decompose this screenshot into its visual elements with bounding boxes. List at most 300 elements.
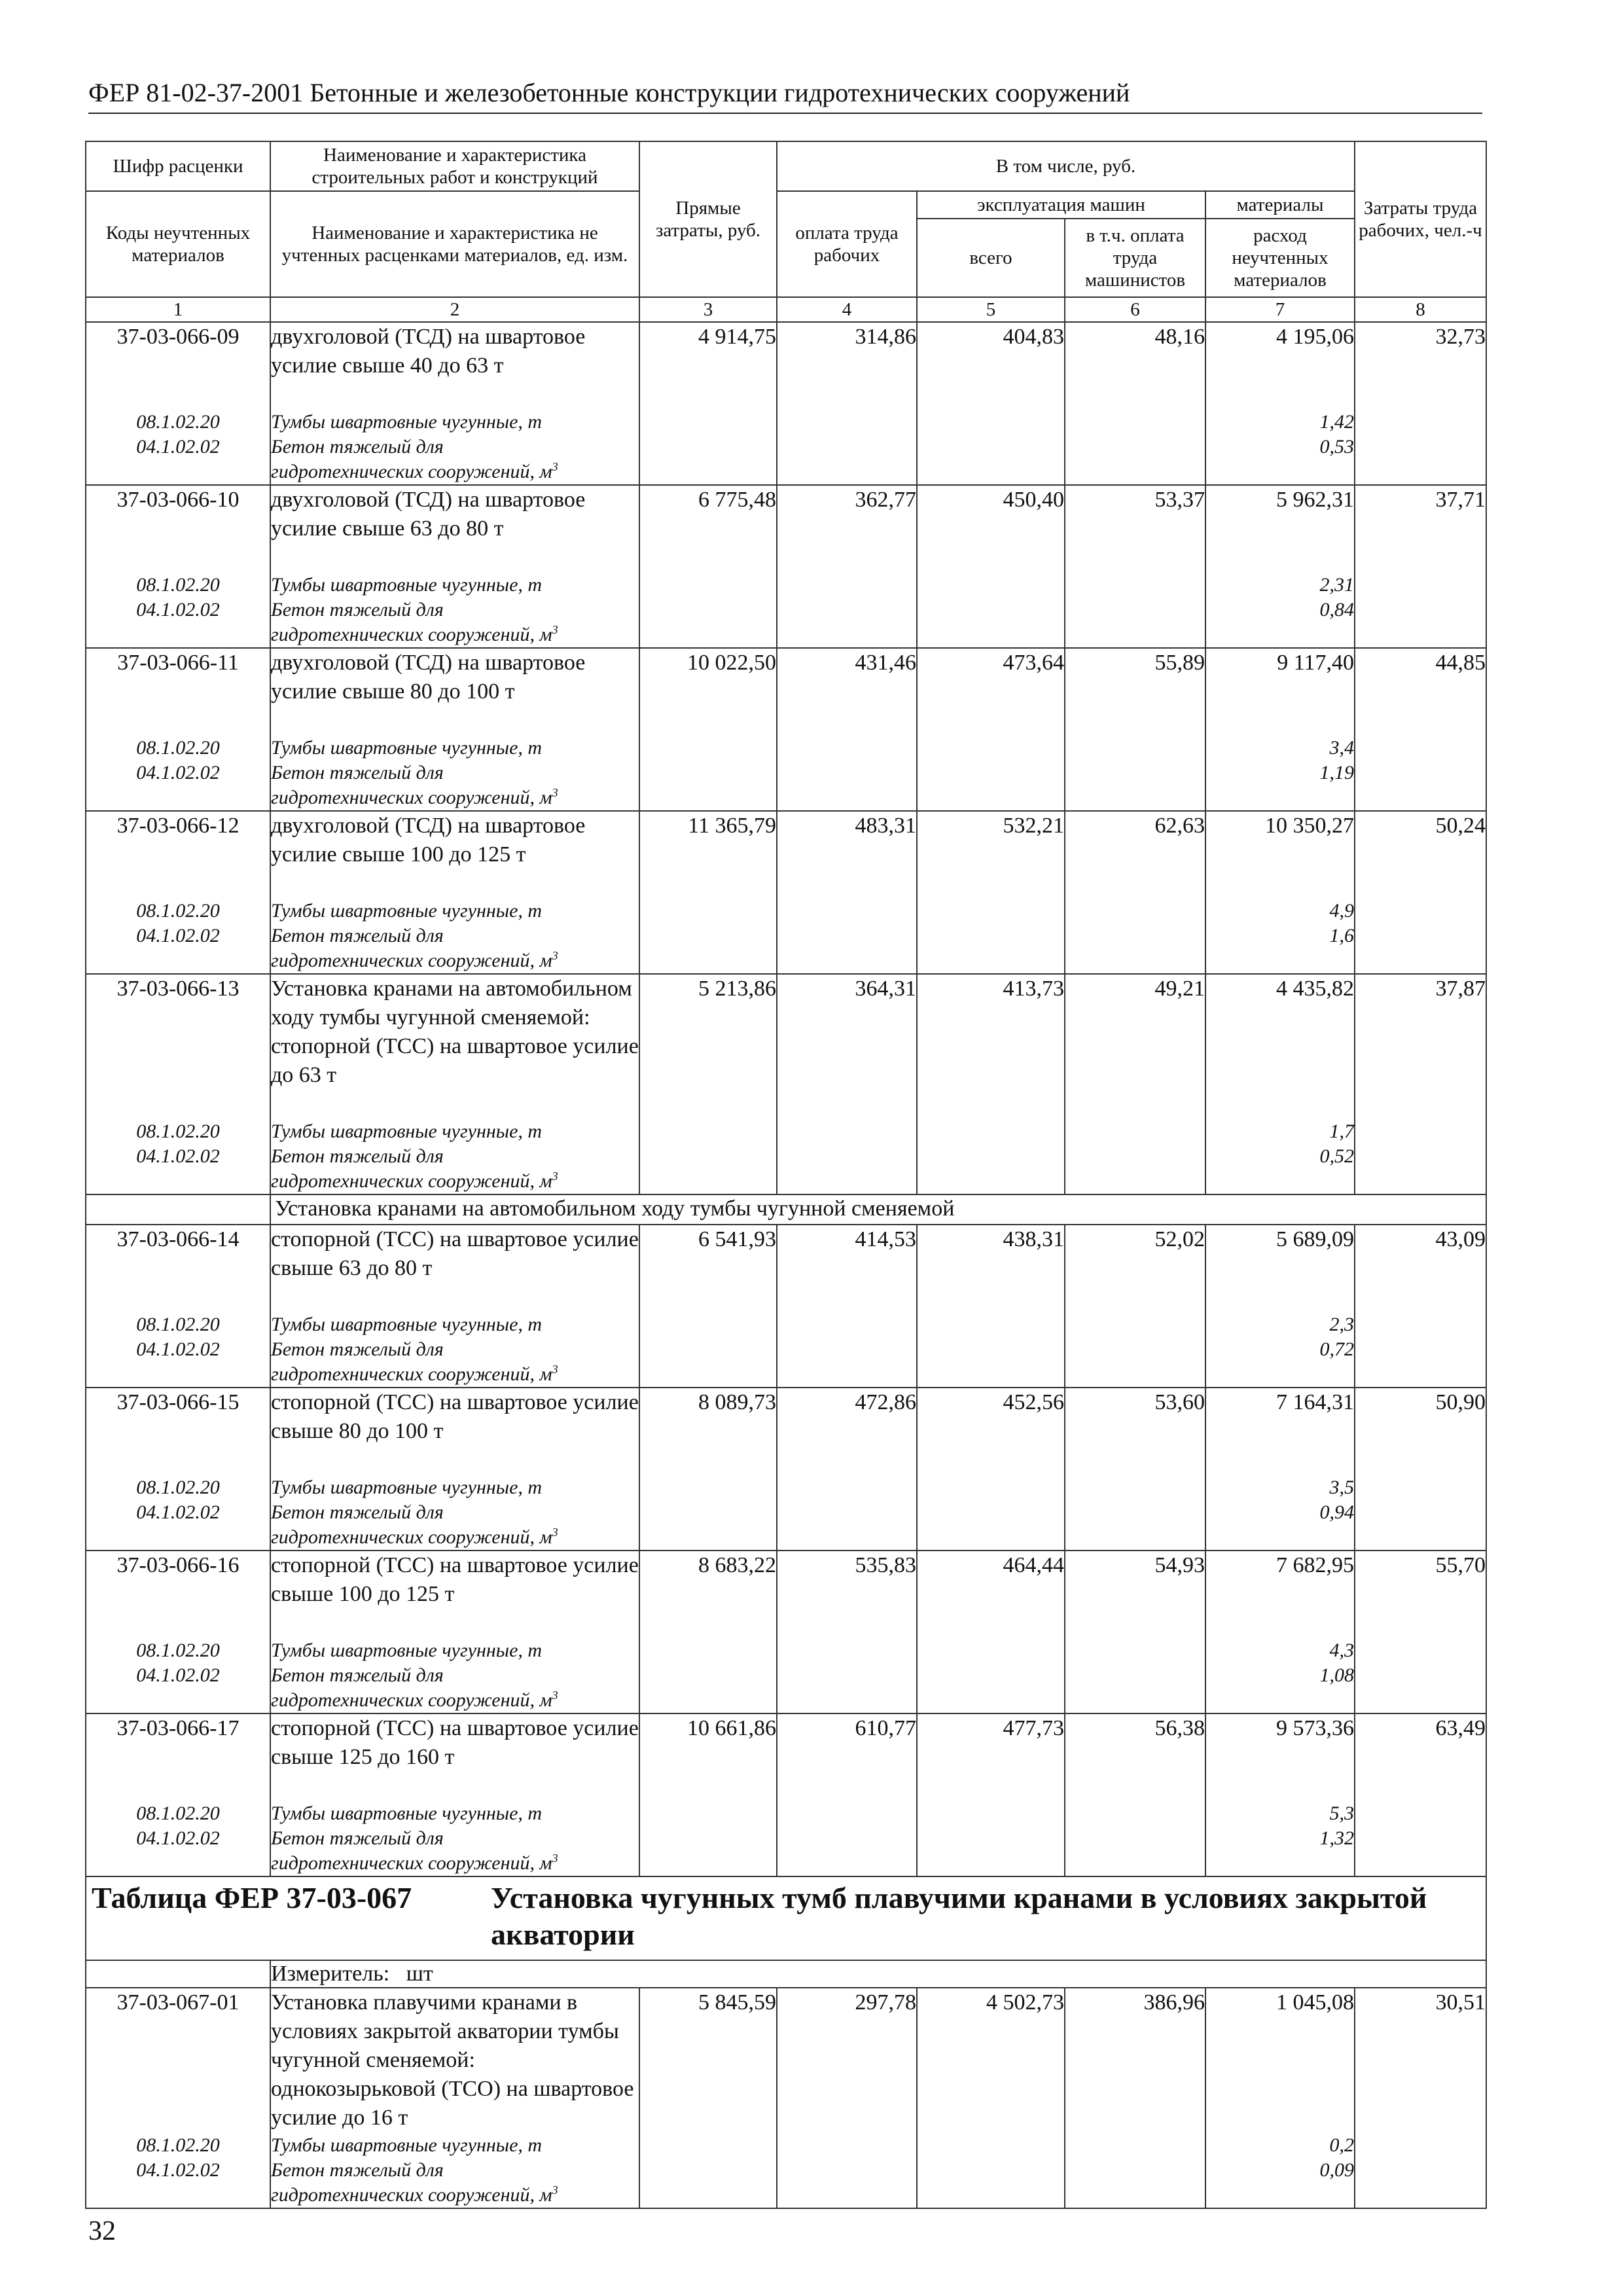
materials-cost: 4 435,82 [1205,974,1355,1119]
material-name: Тумбы швартовные чугунные, т [270,2133,639,2158]
machinist-cost: 386,96 [1065,1988,1205,2133]
material-name [270,1500,639,1551]
table-row [86,974,1486,1119]
empty-cell [1355,1801,1486,1826]
materials-cost: 9 573,36 [1205,1713,1355,1801]
labor-cost: 314,86 [777,322,917,410]
table-number: Таблица ФЕР 37-03-067 [92,1881,412,1914]
empty-cell [639,598,777,648]
material-row [86,410,1486,435]
material-row [86,736,1486,761]
machines-cost: 413,73 [917,974,1065,1119]
empty-cell [1355,1475,1486,1500]
empty-cell [777,899,917,924]
work-name: Установка кранами на автомобильном ходу тумбы чугунной сменяемой: стопорной (ТСС) на швартовое усилие до 63 т [270,974,639,1119]
rate-code: 37-03-066-15 [86,1388,270,1475]
machines-cost: 464,44 [917,1551,1065,1638]
empty-cell [1355,410,1486,435]
page-header: ФЕР 81-02-37-2001 Бетонные и железобетонные конструкции гидротехнических сооружений [88,77,1482,114]
material-name-line1: Бетон тяжелый для [271,925,444,946]
empty-cell [917,1144,1065,1194]
empty-cell [639,435,777,485]
materials-cost: 9 117,40 [1205,648,1355,736]
direct-cost: 11 365,79 [639,811,777,899]
direct-cost: 6 541,93 [639,1225,777,1312]
material-name [270,1826,639,1876]
empty-cell [777,924,917,974]
machines-cost: 450,40 [917,485,1065,573]
material-name [270,435,639,485]
empty-cell [1355,435,1486,485]
empty-cell [777,1826,917,1876]
labor-cost: 431,46 [777,648,917,736]
empty-cell [777,435,917,485]
rate-code: 37-03-066-13 [86,974,270,1119]
table-row [86,1225,1486,1312]
empty-cell [86,1194,270,1225]
empty-cell [777,410,917,435]
col-header-mat-codes: Коды неучтенных материалов [86,191,270,297]
empty-cell [639,410,777,435]
empty-cell [917,435,1065,485]
direct-cost: 4 914,75 [639,322,777,410]
rate-code: 37-03-066-10 [86,485,270,573]
empty-cell [639,1475,777,1500]
rate-code: 37-03-066-11 [86,648,270,736]
material-name: Тумбы швартовные чугунные, т [270,1801,639,1826]
labor-cost: 362,77 [777,485,917,573]
empty-cell [777,1475,917,1500]
empty-cell [917,1826,1065,1876]
empty-cell [777,1144,917,1194]
col-header-direct: Прямые затраты, руб. [639,141,777,297]
material-name-line1: Бетон тяжелый для [271,1338,444,1360]
material-code: 04.1.02.02 [86,1500,270,1551]
empty-cell [1065,1638,1205,1663]
empty-cell [1065,435,1205,485]
empty-cell [1065,899,1205,924]
work-name: Установка плавучими кранами в условиях закрытой акватории тумбы чугунной сменяемой: однокозырьковой (ТСО) на швартовое усилие до 16 т [270,1988,639,2133]
material-row [86,573,1486,598]
machines-cost: 404,83 [917,322,1065,410]
material-name: Тумбы швартовные чугунные, т [270,899,639,924]
material-row [86,899,1486,924]
material-code: 04.1.02.02 [86,1826,270,1876]
material-code: 08.1.02.20 [86,899,270,924]
empty-cell [777,1312,917,1337]
col-header-labor: оплата труда рабочих [777,191,917,297]
material-code: 08.1.02.20 [86,573,270,598]
materials-cost: 4 195,06 [1205,322,1355,410]
empty-cell [639,1119,777,1144]
material-rate: 5,3 [1205,1801,1355,1826]
empty-cell [639,1312,777,1337]
empty-cell [639,924,777,974]
labor-cost: 483,31 [777,811,917,899]
material-name [270,1144,639,1194]
machinist-cost: 49,21 [1065,974,1205,1119]
empty-cell [777,573,917,598]
empty-cell [1355,1144,1486,1194]
labor-cost: 535,83 [777,1551,917,1638]
rate-code: 37-03-066-12 [86,811,270,899]
material-code: 08.1.02.20 [86,1801,270,1826]
unit-superscript: 3 [552,786,558,799]
col-header-incl: В том числе, руб. [777,141,1355,191]
material-name: Тумбы швартовные чугунные, т [270,1119,639,1144]
empty-cell [1065,410,1205,435]
rate-code: 37-03-066-17 [86,1713,270,1801]
material-row [86,1475,1486,1500]
col-header-mach-total: всего [917,219,1065,297]
labor-cost: 610,77 [777,1713,917,1801]
material-code: 04.1.02.02 [86,924,270,974]
section-title: Установка кранами на автомобильном ходу тумбы чугунной сменяемой [270,1194,1486,1225]
material-rate: 4,3 [1205,1638,1355,1663]
empty-cell [917,410,1065,435]
materials-cost: 7 682,95 [1205,1551,1355,1638]
unit-superscript: 3 [552,1363,558,1376]
material-name: Тумбы швартовные чугунные, т [270,410,639,435]
material-name-line1: Бетон тяжелый для [271,599,444,620]
empty-cell [917,1500,1065,1551]
empty-cell [777,1638,917,1663]
table-row [86,1551,1486,1638]
rate-code: 37-03-066-14 [86,1225,270,1312]
empty-cell [917,1663,1065,1713]
material-row [86,1826,1486,1876]
empty-cell [639,2133,777,2158]
materials-cost: 5 962,31 [1205,485,1355,573]
material-name: Тумбы швартовные чугунные, т [270,573,639,598]
machines-cost: 473,64 [917,648,1065,736]
material-name-line1: Бетон тяжелый для [271,1501,444,1523]
material-code: 04.1.02.02 [86,1663,270,1713]
rate-code: 37-03-066-16 [86,1551,270,1638]
table-row [86,322,1486,410]
work-name: стопорной (ТСС) на швартовое усилие свыше 80 до 100 т [270,1388,639,1475]
material-name [270,761,639,811]
machines-cost: 4 502,73 [917,1988,1065,2133]
empty-cell [639,573,777,598]
direct-cost: 5 845,59 [639,1988,777,2133]
unit-superscript: 3 [552,1170,558,1183]
empty-cell [917,1801,1065,1826]
work-name: стопорной (ТСС) на швартовое усилие свыше 100 до 125 т [270,1551,639,1638]
direct-cost: 10 661,86 [639,1713,777,1801]
table-title-text: Установка чугунных тумб плавучими кранами в условиях закрытой акватории [491,1881,1427,1951]
material-name [270,598,639,648]
empty-cell [917,736,1065,761]
material-name-line2: гидротехнических сооружений, м [271,1526,552,1548]
material-code: 04.1.02.02 [86,2158,270,2208]
unit-superscript: 3 [552,460,558,473]
empty-cell [917,1475,1065,1500]
col-header-materials: материалы [1205,191,1355,219]
labor-cost: 364,31 [777,974,917,1119]
empty-cell [639,2158,777,2208]
empty-cell [639,899,777,924]
empty-cell [1355,1826,1486,1876]
empty-cell [917,761,1065,811]
empty-cell [917,573,1065,598]
empty-cell [777,1337,917,1388]
work-name: стопорной (ТСС) на швартовое усилие свыше 63 до 80 т [270,1225,639,1312]
empty-cell [777,1663,917,1713]
material-code: 08.1.02.20 [86,1638,270,1663]
machinist-cost: 53,60 [1065,1388,1205,1475]
material-name: Тумбы швартовные чугунные, т [270,1475,639,1500]
material-code: 08.1.02.20 [86,1312,270,1337]
machinist-cost: 52,02 [1065,1225,1205,1312]
empty-cell [917,899,1065,924]
empty-cell [1065,1826,1205,1876]
machinist-cost: 62,63 [1065,811,1205,899]
empty-cell [1065,2133,1205,2158]
machinist-cost: 56,38 [1065,1713,1205,1801]
material-row [86,1119,1486,1144]
empty-cell [1065,1312,1205,1337]
material-rate: 3,5 [1205,1475,1355,1500]
empty-cell [777,1500,917,1551]
empty-cell [917,924,1065,974]
labor-hours: 63,49 [1355,1713,1486,1801]
material-name [270,2158,639,2208]
empty-cell [1065,1337,1205,1388]
labor-hours: 44,85 [1355,648,1486,736]
material-code: 04.1.02.02 [86,1144,270,1194]
direct-cost: 5 213,86 [639,974,777,1119]
material-name [270,1337,639,1388]
empty-cell [1065,1663,1205,1713]
material-row [86,1312,1486,1337]
labor-hours: 32,73 [1355,322,1486,410]
labor-hours: 55,70 [1355,1551,1486,1638]
unit-superscript: 3 [552,1526,558,1539]
machines-cost: 477,73 [917,1713,1065,1801]
col-num: 6 [1065,297,1205,322]
material-name-line2: гидротехнических сооружений, м [271,461,552,482]
empty-cell [1355,1119,1486,1144]
empty-cell [1355,899,1486,924]
material-rate: 2,3 [1205,1312,1355,1337]
material-rate: 1,32 [1205,1826,1355,1876]
col-num: 3 [639,297,777,322]
empty-cell [777,761,917,811]
empty-cell [1065,1801,1205,1826]
material-row [86,435,1486,485]
unit-label: Измеритель: [271,1962,390,1986]
direct-cost: 8 683,22 [639,1551,777,1638]
material-name-line1: Бетон тяжелый для [271,1827,444,1849]
table-title-row [86,1876,1486,1960]
empty-cell [917,2158,1065,2208]
labor-hours: 30,51 [1355,1988,1486,2133]
labor-hours: 37,71 [1355,485,1486,573]
material-rate: 1,7 [1205,1119,1355,1144]
empty-cell [1065,736,1205,761]
empty-cell [777,1801,917,1826]
machinist-cost: 53,37 [1065,485,1205,573]
material-rate: 0,2 [1205,2133,1355,2158]
empty-cell [1065,1144,1205,1194]
empty-cell [917,1638,1065,1663]
material-code: 04.1.02.02 [86,761,270,811]
material-name: Тумбы швартовные чугунные, т [270,736,639,761]
empty-cell [1065,1119,1205,1144]
empty-cell [1065,1475,1205,1500]
empty-cell [917,598,1065,648]
empty-cell [639,1801,777,1826]
labor-hours: 37,87 [1355,974,1486,1119]
col-header-code: Шифр расценки [86,141,270,191]
labor-hours: 50,90 [1355,1388,1486,1475]
material-name-line1: Бетон тяжелый для [271,1664,444,1686]
price-table [85,141,1487,2209]
machines-cost: 452,56 [917,1388,1065,1475]
empty-cell [1355,736,1486,761]
material-row [86,1801,1486,1826]
labor-cost: 414,53 [777,1225,917,1312]
table-row [86,1713,1486,1801]
col-header-mat-rate: расход неучтенных материалов [1205,219,1355,297]
material-rate: 1,6 [1205,924,1355,974]
unit-row [86,1960,1486,1988]
materials-cost: 10 350,27 [1205,811,1355,899]
unit-cell [270,1960,1486,1988]
empty-cell [1355,573,1486,598]
work-name: двухголовой (ТСД) на швартовое усилие свыше 63 до 80 т [270,485,639,573]
col-num: 4 [777,297,917,322]
empty-cell [1065,2158,1205,2208]
col-num: 2 [270,297,639,322]
empty-cell [777,2158,917,2208]
col-header-machines: эксплуатация машин [917,191,1205,219]
col-header-machinist: в т.ч. оплата труда машинистов [1065,219,1205,297]
material-code: 08.1.02.20 [86,1119,270,1144]
machinist-cost: 48,16 [1065,322,1205,410]
material-row [86,1638,1486,1663]
unit-superscript: 3 [552,949,558,962]
empty-cell [639,1638,777,1663]
col-num: 7 [1205,297,1355,322]
material-name-line2: гидротехнических сооружений, м [271,950,552,971]
material-name [270,1663,639,1713]
material-code: 08.1.02.20 [86,410,270,435]
col-num: 8 [1355,297,1486,322]
material-name [270,924,639,974]
empty-cell [1355,761,1486,811]
labor-hours: 50,24 [1355,811,1486,899]
machines-cost: 532,21 [917,811,1065,899]
empty-cell [639,761,777,811]
material-rate: 0,94 [1205,1500,1355,1551]
materials-cost: 7 164,31 [1205,1388,1355,1475]
material-rate: 0,52 [1205,1144,1355,1194]
unit-superscript: 3 [552,623,558,636]
machinist-cost: 54,93 [1065,1551,1205,1638]
material-row [86,2133,1486,2158]
work-name: двухголовой (ТСД) на швартовое усилие свыше 80 до 100 т [270,648,639,736]
unit-superscript: 3 [552,2183,558,2197]
empty-cell [917,1337,1065,1388]
empty-cell [777,598,917,648]
empty-cell [1355,2133,1486,2158]
material-row [86,761,1486,811]
empty-cell [639,1144,777,1194]
empty-cell [1355,2158,1486,2208]
col-header-name: Наименование и характеристика строительных работ и конструкций [270,141,639,191]
empty-cell [86,1960,270,1988]
material-rate: 0,84 [1205,598,1355,648]
machinist-cost: 55,89 [1065,648,1205,736]
material-rate: 1,19 [1205,761,1355,811]
material-rate: 0,09 [1205,2158,1355,2208]
empty-cell [1065,761,1205,811]
rate-code: 37-03-067-01 [86,1988,270,2133]
direct-cost: 8 089,73 [639,1388,777,1475]
empty-cell [639,1663,777,1713]
material-row [86,2158,1486,2208]
material-row [86,598,1486,648]
material-name-line1: Бетон тяжелый для [271,762,444,783]
empty-cell [777,2133,917,2158]
empty-cell [1355,1337,1486,1388]
direct-cost: 10 022,50 [639,648,777,736]
col-header-mat-names: Наименование и характеристика не учтенных расценками материалов, ед. изм. [270,191,639,297]
material-name-line2: гидротехнических сооружений, м [271,1852,552,1874]
labor-cost: 297,78 [777,1988,917,2133]
material-code: 04.1.02.02 [86,598,270,648]
empty-cell [1355,1638,1486,1663]
col-header-hours: Затраты труда рабочих, чел.-ч [1355,141,1486,297]
material-name-line1: Бетон тяжелый для [271,1145,444,1167]
empty-cell [639,1826,777,1876]
empty-cell [1355,598,1486,648]
labor-cost: 472,86 [777,1388,917,1475]
empty-cell [917,1119,1065,1144]
material-name-line1: Бетон тяжелый для [271,436,444,457]
material-code: 08.1.02.20 [86,2133,270,2158]
unit-value: шт [406,1962,433,1986]
unit-superscript: 3 [552,1852,558,1865]
work-name: стопорной (ТСС) на швартовое усилие свыше 125 до 160 т [270,1713,639,1801]
empty-cell [777,1119,917,1144]
material-code: 08.1.02.20 [86,736,270,761]
empty-cell [777,736,917,761]
material-name: Тумбы швартовные чугунные, т [270,1312,639,1337]
material-name-line1: Бетон тяжелый для [271,2159,444,2181]
materials-cost: 1 045,08 [1205,1988,1355,2133]
material-row [86,924,1486,974]
empty-cell [1065,573,1205,598]
empty-cell [917,2133,1065,2158]
empty-cell [639,1500,777,1551]
table-row [86,1388,1486,1475]
material-name-line2: гидротехнических сооружений, м [271,1689,552,1711]
empty-cell [639,736,777,761]
col-num: 5 [917,297,1065,322]
material-row [86,1663,1486,1713]
material-code: 08.1.02.20 [86,1475,270,1500]
direct-cost: 6 775,48 [639,485,777,573]
unit-superscript: 3 [552,1689,558,1702]
material-row [86,1337,1486,1388]
empty-cell [1065,924,1205,974]
empty-cell [1355,1500,1486,1551]
empty-cell [1065,1500,1205,1551]
material-rate: 3,4 [1205,736,1355,761]
